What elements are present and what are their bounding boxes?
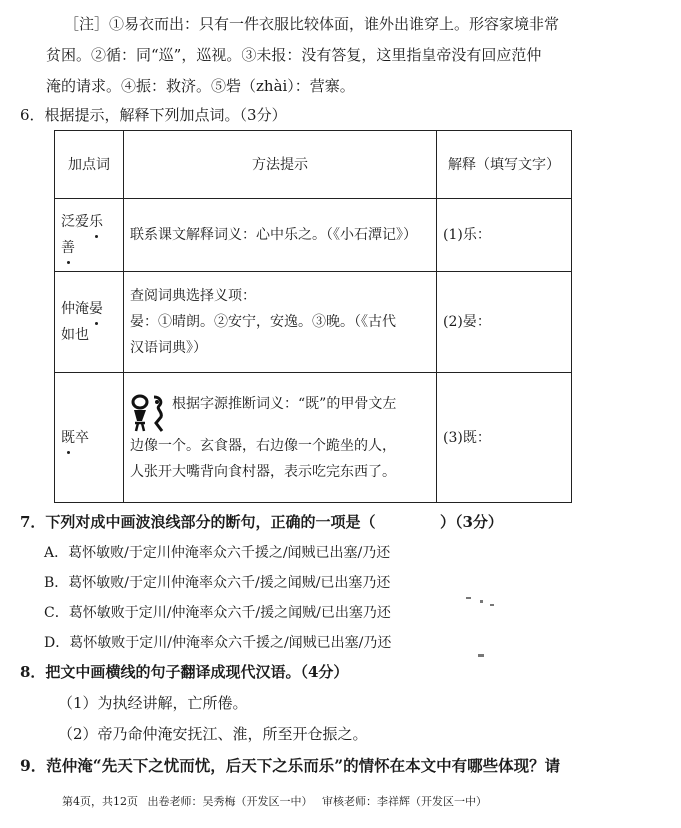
q6-row-1-dotted-char: 乐 — [89, 209, 103, 235]
q6-row-3-hint-line-1: 根据字源推断词义：“既”的甲骨文左 — [172, 395, 397, 412]
q6-row-2-hint-line-2: 晏：①晴朗。②安宁，安逸。③晚。（《古代 — [130, 314, 396, 330]
q6-table — [54, 130, 572, 503]
q6-row-2-hint-line-3: 汉语词典》） — [130, 340, 207, 356]
footer-page-number: 第4页，共12页 — [62, 795, 138, 808]
q7-option-c: C．葛怀敏败于定川/仲淹率众六千/援之闻贼/已出塞乃还 — [44, 605, 391, 621]
q6-header-row — [55, 131, 572, 199]
q6-row-1-word-part: 泛爱 — [61, 214, 89, 230]
note-line-3: 淹的请求。④振：救济。⑤砦（zhài）：营寨。 — [46, 77, 355, 95]
q6-header-word: 加点词 — [55, 131, 124, 199]
q8-item-1: （1）为执经讲解，亡所倦。 — [58, 694, 248, 712]
q7-stem-close: ）（3分） — [440, 513, 503, 531]
scan-speck — [490, 604, 494, 606]
q6-row-1-dotted-char-2: 善 — [61, 235, 75, 261]
q6-row-2-word-part: 仲淹 — [61, 301, 89, 317]
q6-row-2-hint-line-1: 查阅词典选择义项： — [130, 288, 256, 304]
footer-reviewer: 审核老师：李祥辉（开发区一中） — [322, 795, 487, 808]
q7-stem: 7．下列对成中画波浪线部分的断句，正确的一项是（ — [20, 513, 376, 531]
q9-stem: 9．范仲淹“先天下之忧而忧，后天下之乐而乐”的情怀在本文中有哪些体现？请 — [20, 756, 561, 775]
scan-speck — [466, 597, 471, 599]
q7-option-b: B．葛怀敏败/于定川仲淹率众六千/援之闻贼/已出塞乃还 — [44, 575, 391, 591]
oracle-bone-ji-glyph-icon — [130, 393, 168, 433]
page-footer — [62, 793, 493, 809]
scan-speck — [478, 654, 484, 657]
q6-header-hint: 方法提示 — [124, 131, 437, 199]
note-line-1: ［注］①易衣而出：只有一件衣服比较体面，谁外出谁穿上。形容家境非常 — [64, 15, 560, 33]
q6-row-3-hint-line-3: 人张开大嘴背向食村器，表示吃完东西了。 — [130, 463, 396, 480]
q6-row-3-word-part: 卒 — [75, 429, 89, 446]
q6-row-3-word — [55, 373, 124, 503]
q6-header-answer: 解释（填写文字） — [437, 131, 572, 199]
q6-row-2-word — [55, 272, 124, 373]
q8-item-2: （2）帝乃命仲淹安抚江、淮，所至开仓振之。 — [58, 725, 368, 743]
q6-row-2 — [55, 272, 572, 373]
q6-row-1-answer: (1)乐： — [437, 199, 572, 272]
scan-speck — [480, 600, 483, 603]
q6-row-3-hint-line-2: 边像一个。玄食器，右边像一个跪坐的人， — [130, 437, 396, 454]
q6-row-2-dotted-char: 晏 — [89, 296, 103, 322]
q6-row-3-answer: (3)既： — [437, 373, 572, 503]
q6-row-3-dotted-char: 既 — [61, 425, 75, 451]
q6-row-2-word-line2: 如也 — [61, 327, 89, 343]
q6-row-3-hint — [124, 373, 437, 503]
q6-row-3 — [55, 373, 572, 503]
note-line-2: 贫困。②循：同“巡”，巡视。③未报：没有答复，这里指皇帝没有回应范仲 — [46, 46, 542, 64]
q8-stem: 8．把文中画横线的句子翻译成现代汉语。（4分） — [20, 663, 349, 681]
q6-row-1-word — [55, 199, 124, 272]
q6-row-2-hint — [124, 272, 437, 373]
q6-row-1 — [55, 199, 572, 272]
q6-row-2-answer: (2)晏： — [437, 272, 572, 373]
q7-option-d: D．葛怀敏败于定川/仲淹率众六千援之/闻贼已出塞/乃还 — [44, 635, 392, 651]
footer-author: 出卷老师：吴秀梅（开发区一中） — [147, 795, 313, 808]
q7-option-a: A．葛怀敏败/于定川仲淹率众六千援之/闻贼已出塞/乃还 — [44, 545, 391, 561]
q6-row-1-hint: 联系课文解释词义：心中乐之。（《小石潭记》） — [124, 199, 437, 272]
q6-stem: 6．根据提示，解释下列加点词。（3分） — [20, 106, 287, 124]
